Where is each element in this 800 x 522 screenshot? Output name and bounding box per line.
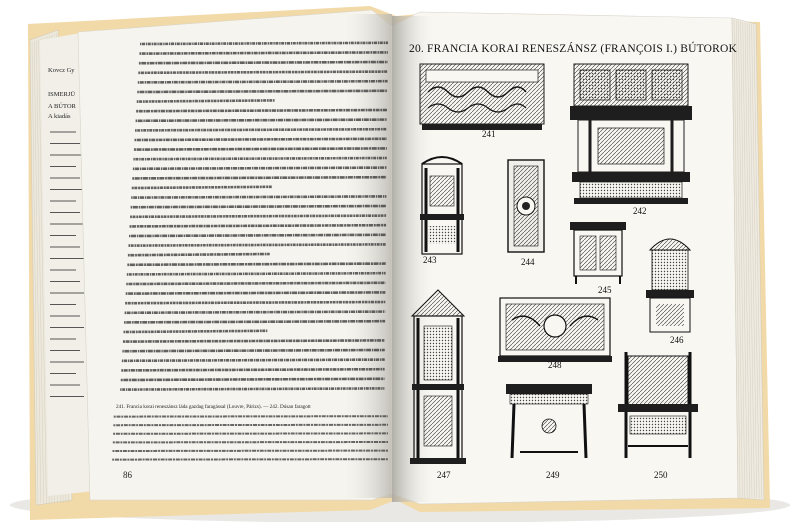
figure-label-246: 246 — [670, 335, 684, 345]
illustration-241-chest — [420, 64, 544, 130]
body-text-line — [125, 312, 386, 313]
body-text-line — [126, 283, 385, 284]
body-text-line — [130, 216, 386, 217]
illustration-244-panel — [508, 160, 544, 252]
under-page-fragment: A kiadás — [48, 113, 71, 120]
right-page-heading: 20. FRANCIA KORAI RENESZÁNSZ (FRANÇOIS I.) BÚTOROK — [409, 43, 737, 55]
body-text-line — [127, 264, 385, 265]
figure-label-249: 249 — [546, 470, 560, 480]
body-text-line — [133, 158, 386, 159]
body-text-line — [121, 379, 385, 380]
body-text-line — [134, 148, 387, 149]
under-page-fragment: A BÚTOR — [48, 103, 76, 110]
figure-label-242: 242 — [633, 206, 647, 216]
body-text-line — [128, 244, 385, 245]
body-text-line — [133, 168, 387, 169]
page-number: 86 — [123, 470, 132, 480]
body-text-line — [132, 177, 386, 178]
caption-first-line: 241. Francia korai reneszánsz láda gazdag faragással (Louvre, Párizs). — 242. Dúsan faragott — [116, 404, 311, 410]
body-text-line — [138, 72, 387, 73]
body-text-line — [139, 52, 387, 53]
body-text-line — [124, 321, 385, 322]
figure-label-241: 241 — [482, 129, 496, 139]
figure-label-248: 248 — [548, 360, 562, 370]
under-page-fragment: ISMERJÜ — [48, 91, 76, 98]
body-text-line — [124, 331, 268, 332]
body-text-line — [139, 62, 388, 63]
figure-label-245: 245 — [598, 285, 612, 295]
body-text-line — [122, 350, 384, 351]
illustration-247-tall-cabinet — [410, 290, 466, 464]
figure-label-250: 250 — [654, 470, 668, 480]
body-text-line — [136, 120, 388, 121]
figure-label-243: 243 — [423, 255, 437, 265]
body-text-line — [137, 91, 387, 92]
figure-label-244: 244 — [521, 257, 535, 267]
under-page-fragment: Kovcz Gy — [48, 67, 75, 74]
figure-label-247: 247 — [437, 470, 451, 480]
body-text-line — [120, 388, 384, 389]
